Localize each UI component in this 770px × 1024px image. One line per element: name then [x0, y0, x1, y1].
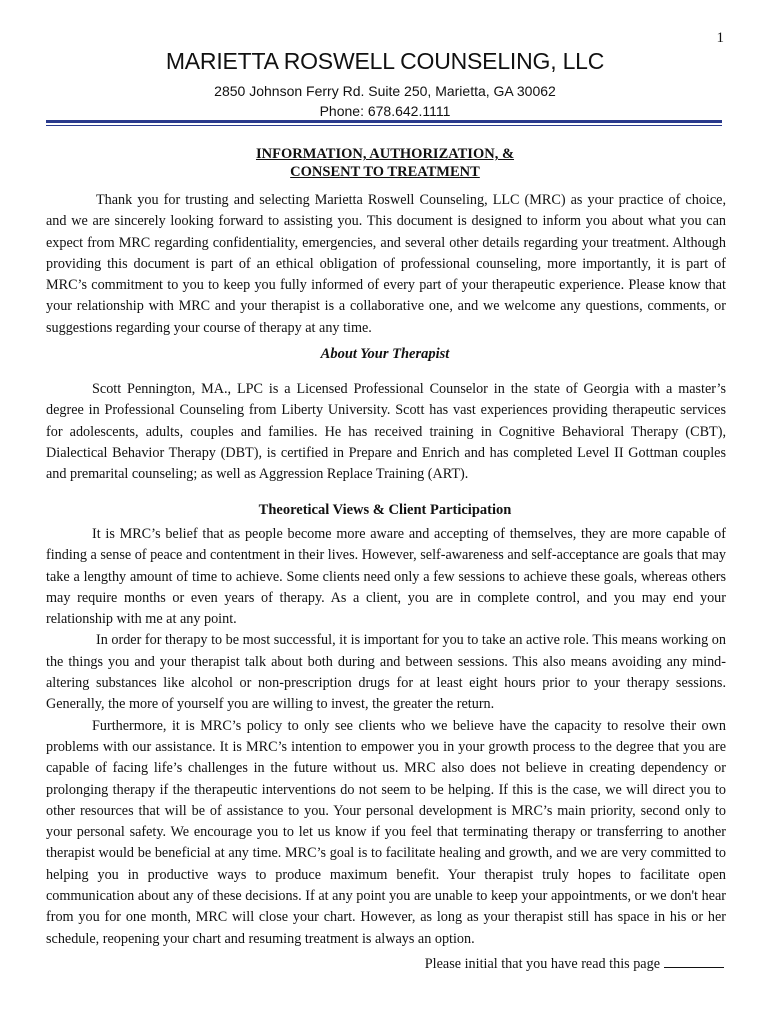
- document-title: [0, 145, 770, 181]
- therapist-bio-paragraph: Scott Pennington, MA., LPC is a Licensed Professional Counselor in the state of Georgia with a master’s degree in Professional Counseling from Liberty University. Scott has vast experiences providing therapeutic services for adolescents, adults, couples and families. He has received training in Cognitive Behavioral Therapy (CBT), Dialectical Behavior Therapy (DBT), is certified in Prepare and Enrich and has completed Level II Gottman couples and premarital counseling; as well as Aggression Replace Training (ART).: [46, 381, 726, 483]
- about-therapist-heading: About Your Therapist: [320, 346, 450, 362]
- company-address: 2850 Johnson Ferry Rd. Suite 250, Marietta, GA 30062: [214, 83, 556, 99]
- initial-line: [425, 954, 724, 973]
- document-title-line-2: CONSENT TO TREATMENT: [290, 164, 480, 180]
- intro-paragraph: Thank you for trusting and selecting Marietta Roswell Counseling, LLC (MRC) as your practice of choice, and we are sincerely looking forward to assisting you. This document is designed to inform you about what you can expect from MRC regarding confidentiality, emergencies, and several other details regarding your treatment. Although providing this document is part of an ethical obligation of professional counseling, more importantly, it is part of MRC’s commitment to you to keep you fully informed of every part of your therapeutic experience. Please know that your relationship with MRC and your therapist is a collaborative one, and we welcome any questions, comments, or suggestions regarding your course of therapy at any time.: [46, 192, 726, 336]
- theory-paragraph-3: Furthermore, it is MRC’s policy to only see clients who we believe have the capacity to resolve their own problems with our assistance. It is MRC’s intention to empower you in your growth process to the degree that you are capable of facing life’s challenges in the future without us. MRC also does not believe in creating dependency or prolonging therapy if the therapeutic interventions do not seem to be helping. If this is the case, we will direct you to other resources that will be of assistance to you. Your personal development is MRC’s main priority, second only to your personal safety. We encourage you to let us know if you feel that terminating therapy or transferring to another therapist would be beneficial at any time. MRC’s goal is to facilitate healing and growth, and we are very committed to helping you in productive ways to produce maximum benefit. Your therapist truly hopes to facilitate open communication about any of these decisions. If at any point you are unable to keep your appointments, or we don't hear from you for one month, MRC will close your chart. However, as long as your therapist still has space in his or her schedule, reopening your chart and resuming treatment is always an option.: [46, 717, 726, 947]
- initial-prompt: Please initial that you have read this page: [424, 956, 660, 972]
- theory-paragraph-1: It is MRC’s belief that as people become more aware and accepting of themselves, they are more capable of finding a sense of peace and contentment in their lives. However, self-awareness and self-acceptance are goals that may take a lengthy amount of time to achieve. Some clients need only a few sessions to achieve these goals, whereas others may require months or even years of therapy. As a client, you are in complete control, and you may end your relationship with me at any point.: [46, 526, 726, 628]
- theory-section: [46, 524, 726, 950]
- intro-section: [46, 190, 726, 339]
- header-divider: [46, 120, 722, 126]
- page-number: 1: [716, 30, 724, 46]
- initial-blank-field[interactable]: [664, 954, 724, 968]
- letterhead: [0, 48, 770, 121]
- about-therapist-section: [46, 379, 726, 485]
- theory-heading: Theoretical Views & Client Participation: [258, 502, 512, 518]
- company-name: MARIETTA ROSWELL COUNSELING, LLC: [165, 48, 605, 74]
- document-title-line-1: INFORMATION, AUTHORIZATION, &: [255, 146, 515, 162]
- company-phone: Phone: 678.642.1111: [319, 103, 451, 119]
- theory-paragraph-2: In order for therapy to be most successful, it is important for you to take an active role. This means working on the things you and your therapist talk about both during and between sessions. This also means avoiding any mind-altering substances like alcohol or non-prescription drugs for at least eight hours prior to your therapy sessions. Generally, the more of yourself you are willing to invest, the greater the return.: [46, 632, 726, 713]
